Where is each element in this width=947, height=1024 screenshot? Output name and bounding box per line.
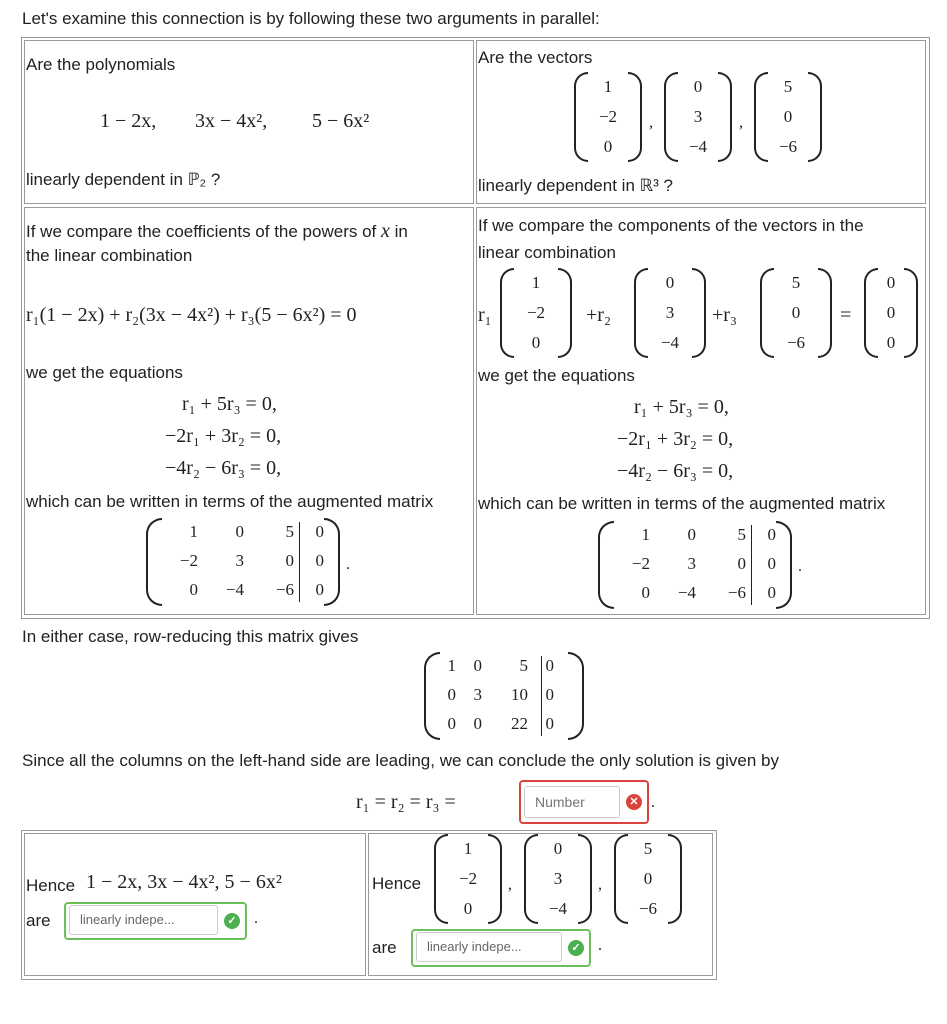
period: . <box>346 556 350 573</box>
r2-label: +r₂ <box>586 304 611 326</box>
zero-vector: 0 0 0 <box>864 268 918 358</box>
combo-vector-1: 1 −2 0 <box>500 268 572 358</box>
right-question-prefix: Are the vectors <box>478 48 593 67</box>
left-equation-2: −2r₁ + 3r₂ = 0, <box>165 425 282 447</box>
right-equation-2: −2r₁ + 3r₂ = 0, <box>617 428 734 450</box>
conclusion-vector-3: 5 0 −6 <box>614 834 682 924</box>
hence-left-prefix: Hence <box>26 876 76 895</box>
vector-1: 1 −2 0 <box>574 72 642 162</box>
solution-input[interactable] <box>524 786 620 818</box>
combo-vector-3: 5 0 −6 <box>760 268 832 358</box>
solution-lhs: r₁ = r₂ = r₃ = <box>356 791 456 813</box>
conclusion-vector-1: 1 −2 0 <box>434 834 502 924</box>
poly-3: 5 − 6x² <box>312 110 370 132</box>
period: . <box>598 937 602 954</box>
r1-label: r₁ <box>478 304 492 326</box>
left-equation-3: −4r₂ − 6r₃ = 0, <box>165 457 282 479</box>
since-text: Since all the columns on the left-hand side are leading, we can conclude the only solution is given by <box>22 751 779 770</box>
equals-sign: = <box>840 304 852 326</box>
right-augmented-matrix: 1 0 5 0 −2 3 0 0 0 −4 −6 0 <box>598 521 792 609</box>
vector-3: 5 0 −6 <box>754 72 822 162</box>
period: . <box>798 558 802 575</box>
left-linear-combination: r₁(1 − 2x) + r₂(3x − 4x²) + r₃(5 − 6x²) = 0 <box>26 304 357 326</box>
right-compare-text-2: linear combination <box>478 243 616 262</box>
hence-left-polys: 1 − 2x, 3x − 4x², 5 − 6x² <box>86 871 282 893</box>
right-augmented-text: which can be written in terms of the augmented matrix <box>478 494 886 513</box>
hence-left-are: are <box>26 911 51 930</box>
comma: , <box>649 114 653 131</box>
left-equation-1: r₁ + 5r₃ = 0, <box>182 393 277 415</box>
conclusion-vector-2: 0 3 −4 <box>524 834 592 924</box>
period: . <box>254 910 258 927</box>
either-case-text: In either case, row-reducing this matrix gives <box>22 627 359 646</box>
right-answer-select[interactable]: linearly indepe... <box>416 932 562 962</box>
right-equation-1: r₁ + 5r₃ = 0, <box>634 396 729 418</box>
poly-2: 3x − 4x², <box>195 110 268 132</box>
period: . <box>651 794 655 811</box>
vector-2: 0 3 −4 <box>664 72 732 162</box>
check-icon: ✓ <box>224 913 240 929</box>
left-compare-text: If we compare the coefficients of the powers of x in <box>26 220 408 242</box>
right-compare-text: If we compare the components of the vectors in the <box>478 216 864 235</box>
left-question-suffix: linearly dependent in ℙ₂ ? <box>26 170 221 189</box>
comma: , <box>739 114 743 131</box>
check-icon: ✓ <box>568 940 584 956</box>
left-augmented-text: which can be written in terms of the augmented matrix <box>26 492 434 511</box>
reduced-matrix: 1 0 5 0 0 3 10 0 0 0 22 0 <box>424 652 584 740</box>
r3-label: +r₃ <box>712 304 737 326</box>
hence-right-prefix: Hence <box>372 874 422 893</box>
error-icon: ✕ <box>626 794 642 810</box>
right-question-suffix: linearly dependent in ℝ³ ? <box>478 176 673 195</box>
left-compare-text-2: the linear combination <box>26 246 193 265</box>
left-question-prefix: Are the polynomials <box>26 55 176 74</box>
left-augmented-matrix: 1 0 5 0 −2 3 0 0 0 −4 −6 0 <box>146 518 340 606</box>
left-answer-select[interactable]: linearly indepe... <box>69 905 218 935</box>
hence-right-are: are <box>372 938 397 957</box>
comma: , <box>598 876 602 893</box>
poly-1: 1 − 2x, <box>100 110 157 132</box>
comma: , <box>508 876 512 893</box>
combo-vector-2: 0 3 −4 <box>634 268 706 358</box>
left-get-equations: we get the equations <box>26 363 183 382</box>
right-get-equations: we get the equations <box>478 366 635 385</box>
intro-text: Let's examine this connection is by following these two arguments in parallel: <box>22 9 600 28</box>
right-equation-3: −4r₂ − 6r₃ = 0, <box>617 460 734 482</box>
